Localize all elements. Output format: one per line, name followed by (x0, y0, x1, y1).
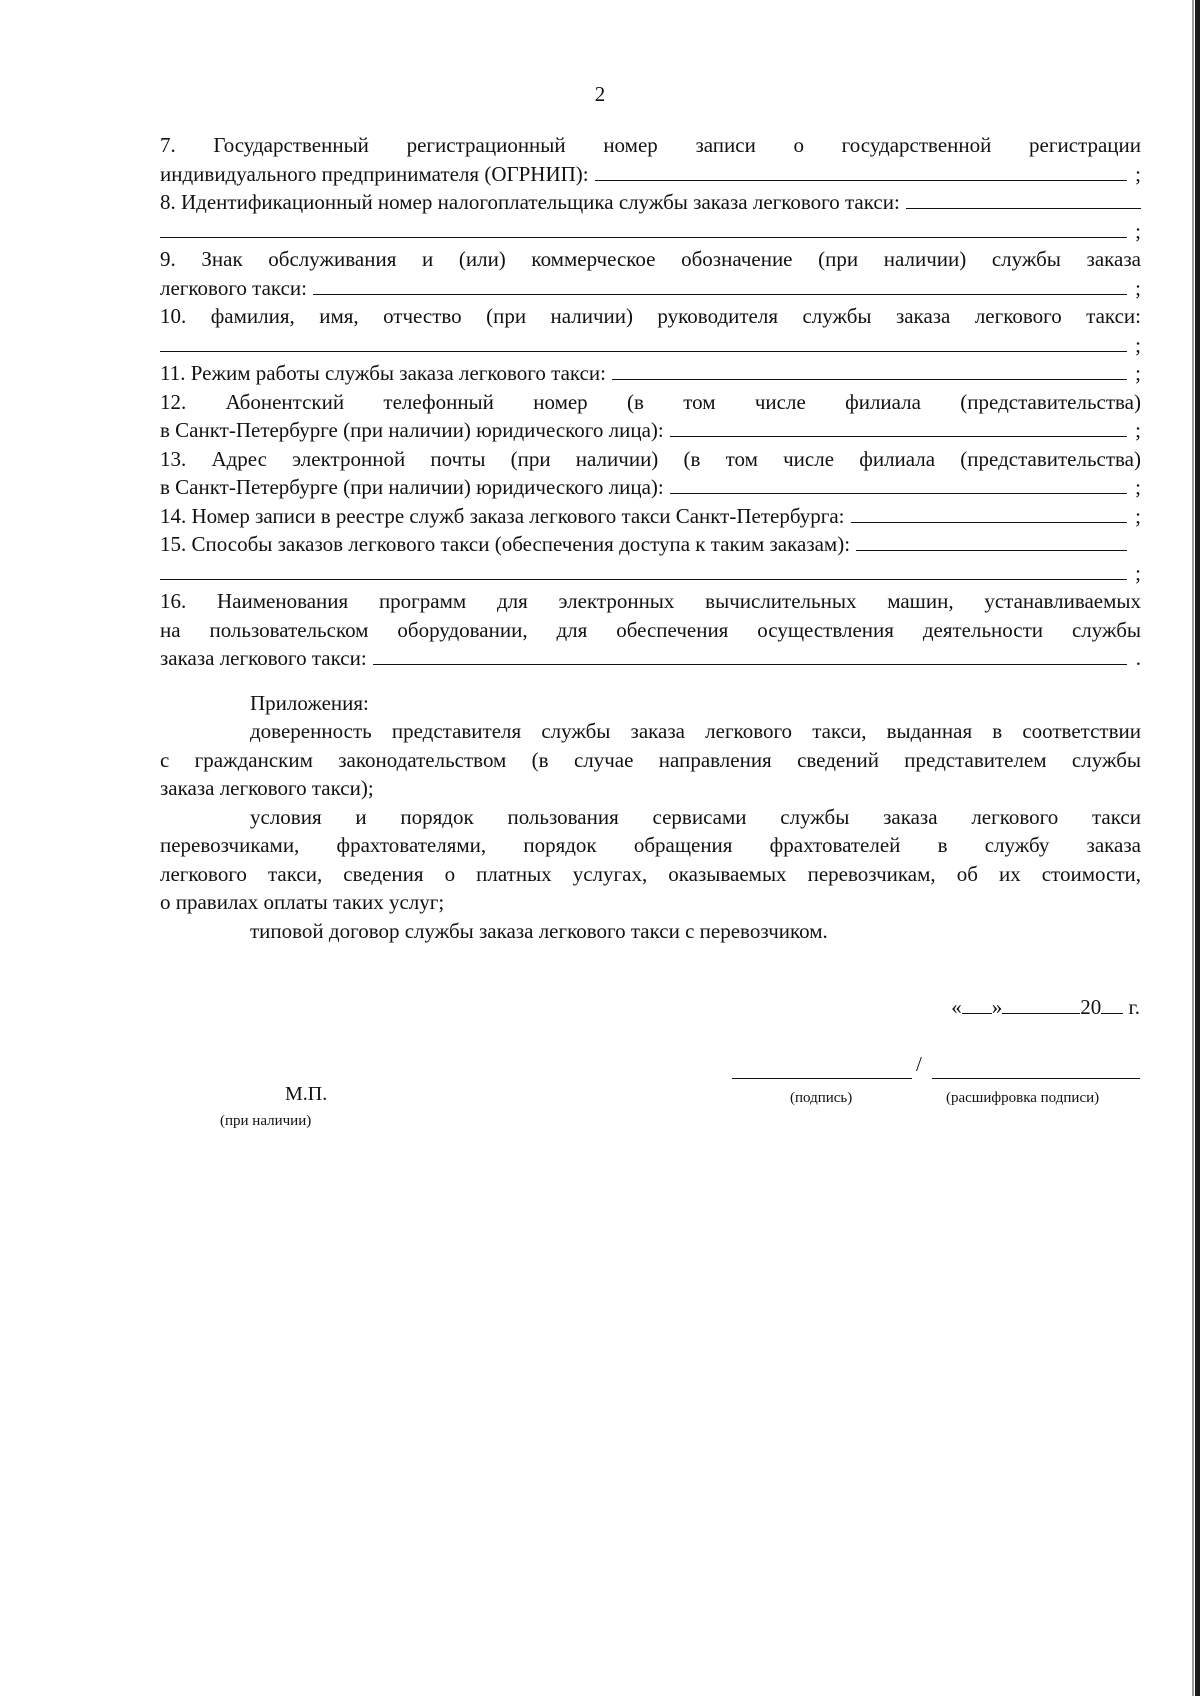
form-body (160, 131, 1141, 945)
item-14-label: 14. Номер записи в реестре служб заказа легкового такси Санкт-Петербурга: (160, 503, 845, 528)
appendix-3-line-1: типовой договор службы заказа легкового такси с перевозчиком. (250, 918, 828, 943)
phone-field[interactable] (670, 418, 1127, 437)
item-7-line-2 (160, 160, 1141, 189)
appendix-2-line-2: перевозчиками, фрахтователями, порядок обращения фрахтователей в службу заказа (160, 833, 1141, 857)
month-field[interactable] (1002, 997, 1080, 1014)
page-number: 2 (594, 82, 606, 106)
appendix-1-line-2: с гражданским законодательством (в случае направления сведений представителем службы (160, 747, 1141, 772)
semicolon: ; (1135, 475, 1141, 499)
item-14-line-1 (160, 502, 1141, 531)
stamp-label: М.П. (285, 1083, 328, 1105)
item-16-line-2: на пользовательском оборудовании, для обеспечения осуществления деятельности службы (160, 617, 1141, 642)
stamp-caption: (при наличии) (220, 1113, 312, 1129)
appendix-1-line-3: заказа легкового такси); (160, 776, 374, 800)
date-close-quote: » (991, 995, 1003, 1019)
signature-field[interactable] (732, 1078, 912, 1079)
appendix-2-line-4: о правилах оплаты таких услуг; (160, 890, 445, 914)
item-12-line-1: 12. Абонентский телефонный номер (в том числе филиала (представительства) (160, 389, 1141, 414)
semicolon: ; (1135, 418, 1141, 442)
semicolon: ; (1135, 560, 1141, 585)
item-16-line-3 (160, 644, 1141, 673)
order-methods-field-start[interactable] (856, 532, 1127, 551)
day-field[interactable] (962, 997, 992, 1014)
registry-number-field[interactable] (851, 504, 1128, 523)
scan-edge (1195, 0, 1200, 1696)
year-suffix: г. (1128, 995, 1140, 1019)
inn-field-start[interactable] (906, 190, 1141, 209)
date-open-quote: « (951, 995, 962, 1019)
item-16-line-1: 16. Наименования программ для электронных вычислительных машин, устанавливаемых (160, 589, 1141, 613)
order-methods-field[interactable] (160, 561, 1127, 580)
signature-slash: / (916, 1052, 922, 1076)
item-9-label: легкового такси: (160, 275, 307, 300)
item-9-line-1: 9. Знак обслуживания и (или) коммерческое обозначение (при наличии) службы заказа (160, 247, 1141, 271)
item-11-line-1 (160, 359, 1141, 388)
item-10-line-2 (160, 331, 1141, 360)
semicolon: ; (1135, 218, 1141, 243)
item-7-line-1: 7. Государственный регистрационный номер записи о государственной регистрации (160, 133, 1141, 157)
year-prefix: 20 (1080, 995, 1102, 1019)
service-mark-field[interactable] (313, 276, 1127, 295)
item-11-label: 11. Режим работы службы заказа легкового такси: (160, 361, 606, 385)
appendix-1-line-1: доверенность представителя службы заказа легкового такси, выданная в соответствии (250, 719, 1141, 743)
item-16-label: заказа легкового такси: (160, 646, 367, 670)
date-line (951, 995, 1140, 1020)
period: . (1135, 646, 1141, 670)
semicolon: ; (1135, 332, 1141, 357)
item-8-line-2 (160, 217, 1141, 246)
inn-field[interactable] (160, 219, 1127, 238)
item-13-label: в Санкт-Петербурге (при наличии) юридического лица): (160, 475, 664, 499)
item-9-line-2 (160, 274, 1141, 303)
appendix-2-line-3: легкового такси, сведения о платных услугах, оказываемых перевозчикам, об их стоимости, (160, 861, 1141, 886)
year-field[interactable] (1101, 997, 1123, 1014)
semicolon: ; (1135, 275, 1141, 300)
semicolon: ; (1135, 503, 1141, 528)
signature-decode-field[interactable] (932, 1078, 1140, 1079)
item-8-line-1 (160, 188, 1141, 217)
item-7-label: индивидуального предпринимателя (ОГРНИП): (160, 161, 589, 186)
item-12-line-2 (160, 416, 1141, 445)
software-names-field[interactable] (373, 646, 1127, 665)
ogrnip-field[interactable] (595, 162, 1127, 181)
semicolon: ; (1135, 161, 1141, 186)
item-15-line-1 (160, 530, 1141, 559)
item-8-label: 8. Идентификационный номер налогоплательщика службы заказа легкового такси: (160, 190, 900, 214)
work-hours-field[interactable] (612, 361, 1127, 380)
item-15-line-2 (160, 559, 1141, 588)
item-12-label: в Санкт-Петербурге (при наличии) юридического лица): (160, 418, 664, 442)
semicolon: ; (1135, 361, 1141, 385)
item-13-line-2 (160, 473, 1141, 502)
scan-edge-shadow (1192, 0, 1194, 1696)
director-name-field[interactable] (160, 333, 1127, 352)
signature-caption: (подпись) (790, 1090, 853, 1106)
email-field[interactable] (670, 475, 1127, 494)
signature-decode-caption: (расшифровка подписи) (946, 1090, 1100, 1106)
item-15-label: 15. Способы заказов легкового такси (обеспечения доступа к таким заказам): (160, 532, 851, 556)
item-13-line-1: 13. Адрес электронной почты (при наличии) (в том числе филиала (представительства) (160, 446, 1141, 471)
appendix-heading: Приложения: (250, 690, 369, 715)
item-10-line-1: 10. фамилия, имя, отчество (при наличии) руководителя службы заказа легкового такси: (160, 304, 1141, 328)
appendix-2-line-1: условия и порядок пользования сервисами службы заказа легкового такси (250, 804, 1141, 829)
